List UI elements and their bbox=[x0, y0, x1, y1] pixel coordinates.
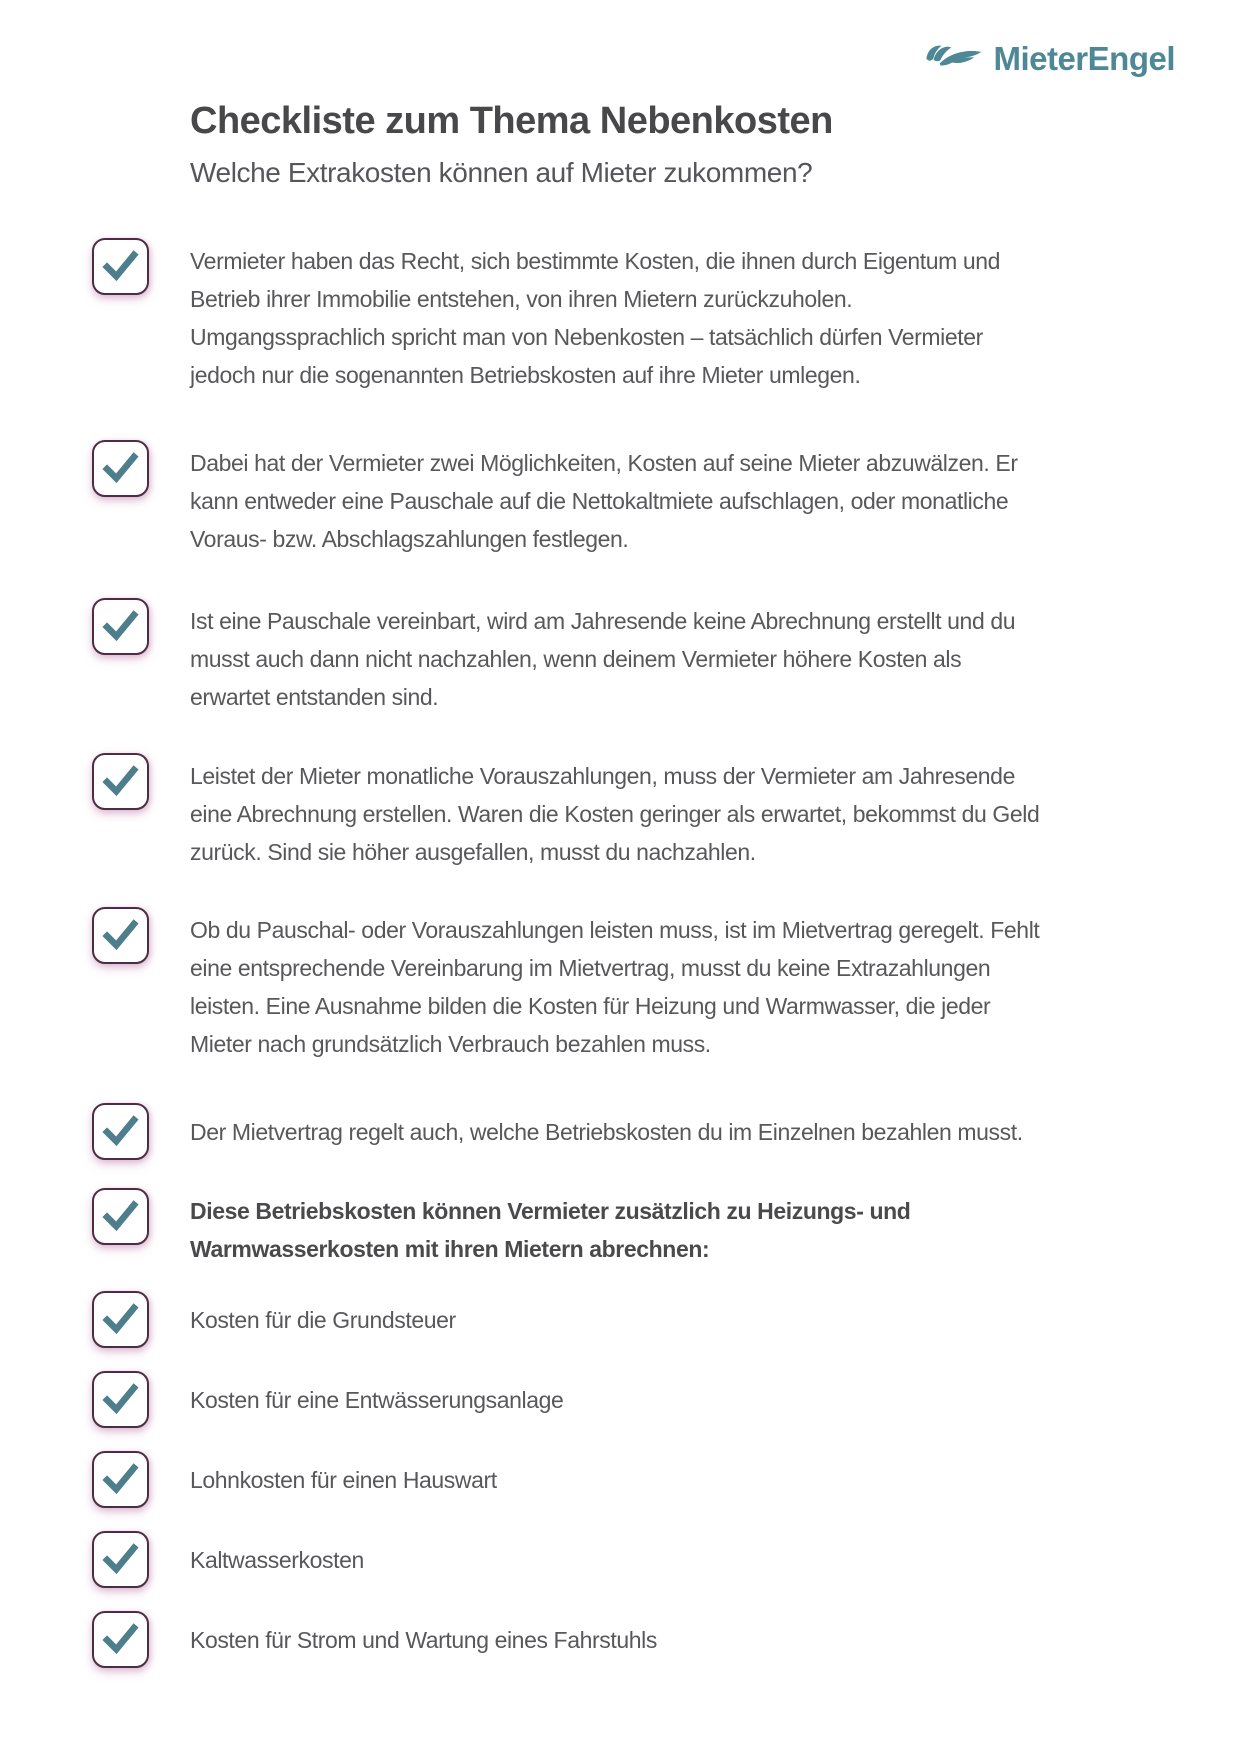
checkbox-checked-icon bbox=[92, 1451, 149, 1508]
checklist-item-text: Kosten für Strom und Wartung eines Fahrstuhls bbox=[190, 1626, 657, 1653]
checklist-item-text: Lohnkosten für einen Hauswart bbox=[190, 1466, 497, 1493]
checkbox-checked-icon bbox=[92, 1291, 149, 1348]
checklist-item-text: Kaltwasserkosten bbox=[190, 1546, 364, 1573]
checklist-item-text: Vermieter haben das Recht, sich bestimmte Kosten, die ihnen durch Eigentum und Betrieb ihrer Immobilie entstehen, von ihren Mietern zurückzuholen. Umgangssprachlich spricht man von Nebenkosten – tatsächlich dürfen Vermieter jedoch nur die sogenannten Betriebskosten auf ihre Mieter umlegen. bbox=[190, 248, 1001, 388]
section-heading: Diese Betriebskosten können Vermieter zusätzlich zu Heizungs- und Warmwasserkosten mit ihren Mietern abrechnen: bbox=[190, 1198, 911, 1262]
mieterengel-logo bbox=[922, 40, 1175, 78]
checkbox-checked-icon bbox=[92, 1531, 149, 1588]
checkbox-checked-icon bbox=[92, 598, 149, 655]
checklist-item bbox=[92, 242, 1042, 394]
checkbox-checked-icon bbox=[92, 1611, 149, 1668]
checklist-item bbox=[92, 911, 1042, 1063]
checkbox-checked-icon bbox=[92, 1188, 149, 1245]
checklist-item-text: Dabei hat der Vermieter zwei Möglichkeiten, Kosten auf seine Mieter abzuwälzen. Er kann entweder eine Pauschale auf die Nettokaltmiete aufschlagen, oder monatliche Voraus- bzw. Abschlagszahlungen festlegen. bbox=[190, 450, 1018, 552]
checklist-item bbox=[92, 602, 1042, 716]
checklist-item bbox=[92, 757, 1042, 871]
checklist-item bbox=[92, 1531, 1042, 1588]
checklist-item-text: Der Mietvertrag regelt auch, welche Betriebskosten du im Einzelnen bezahlen musst. bbox=[190, 1118, 1023, 1145]
checkbox-checked-icon bbox=[92, 753, 149, 810]
page-title: Checkliste zum Thema Nebenkosten bbox=[190, 100, 833, 142]
checklist-item bbox=[92, 1371, 1042, 1428]
checklist-item-text: Ist eine Pauschale vereinbart, wird am Jahresende keine Abrechnung erstellt und du musst auch dann nicht nachzahlen, wenn deinem Vermieter höhere Kosten als erwartet entstanden sind. bbox=[190, 608, 1016, 710]
checkbox-checked-icon bbox=[92, 1371, 149, 1428]
checklist-item bbox=[92, 1192, 1042, 1268]
checklist-item bbox=[92, 1611, 1042, 1668]
checklist-item-text: Leistet der Mieter monatliche Vorauszahlungen, muss der Vermieter am Jahresende eine Abrechnung erstellen. Waren die Kosten geringer als erwartet, bekommst du Geld zurück. Sind sie höher ausgefallen, musst du nachzahlen. bbox=[190, 763, 1040, 865]
checklist-item bbox=[92, 1451, 1042, 1508]
checklist-item-text: Kosten für eine Entwässerungsanlage bbox=[190, 1386, 564, 1413]
checklist-item-text: Ob du Pauschal- oder Vorauszahlungen leisten muss, ist im Mietvertrag geregelt. Fehlt eine entsprechende Vereinbarung im Mietvertrag, musst du keine Extrazahlungen leisten. Eine Ausnahme bilden die Kosten für Heizung und Warmwasser, die jeder Mieter nach grundsätzlich Verbrauch bezahlen muss. bbox=[190, 917, 1040, 1057]
checklist bbox=[92, 242, 1042, 1668]
checkbox-checked-icon bbox=[92, 238, 149, 295]
checklist-item bbox=[92, 1103, 1042, 1160]
checkbox-checked-icon bbox=[92, 907, 149, 964]
logo-text: MieterEngel bbox=[993, 40, 1175, 77]
wing-icon bbox=[922, 40, 984, 78]
checkbox-checked-icon bbox=[92, 1103, 149, 1160]
page-subtitle: Welche Extrakosten können auf Mieter zukommen? bbox=[190, 157, 813, 188]
checklist-item bbox=[92, 1291, 1042, 1348]
checklist-content bbox=[92, 98, 1042, 1668]
checklist-item bbox=[92, 444, 1042, 558]
checkbox-checked-icon bbox=[92, 440, 149, 497]
checklist-item-text: Kosten für die Grundsteuer bbox=[190, 1306, 456, 1333]
